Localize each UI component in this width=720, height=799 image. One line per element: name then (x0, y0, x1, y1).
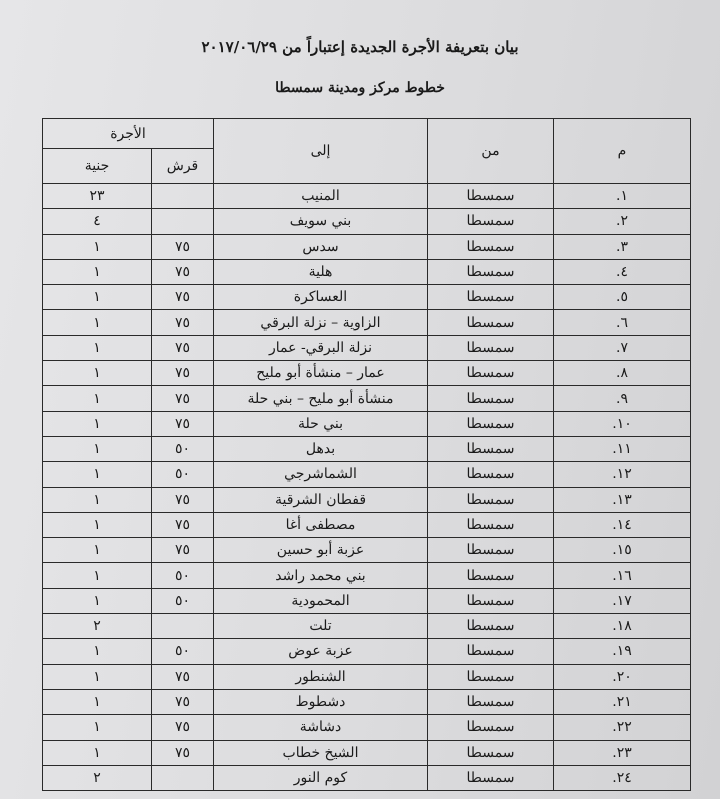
cell-pound: ١ (43, 715, 152, 740)
table-row (43, 765, 691, 790)
cell-pound: ١ (43, 538, 152, 563)
cell-from: سمسطا (428, 259, 554, 284)
cell-from: سمسطا (428, 614, 554, 639)
cell-pound: ١ (43, 335, 152, 360)
cell-from: سمسطا (428, 689, 554, 714)
cell-to: بني محمد راشد (214, 563, 428, 588)
cell-to: بني سويف (214, 209, 428, 234)
cell-to: العساكرة (214, 285, 428, 310)
cell-qirsh: ٧٥ (152, 285, 214, 310)
cell-to: نزلة البرقي- عمار (214, 335, 428, 360)
cell-num: ١٧. (554, 588, 691, 613)
cell-qirsh: ٥٠ (152, 462, 214, 487)
cell-from: سمسطا (428, 639, 554, 664)
cell-pound: ١ (43, 588, 152, 613)
table-row (43, 411, 691, 436)
cell-pound: ١ (43, 512, 152, 537)
cell-to: عزبة أبو حسين (214, 538, 428, 563)
cell-qirsh: ٧٥ (152, 715, 214, 740)
cell-qirsh: ٧٥ (152, 538, 214, 563)
cell-qirsh (152, 765, 214, 790)
cell-from: سمسطا (428, 209, 554, 234)
cell-num: ١١. (554, 436, 691, 461)
cell-num: ٣. (554, 234, 691, 259)
cell-to: كوم النور (214, 765, 428, 790)
cell-qirsh (152, 184, 214, 209)
cell-num: ٢٣. (554, 740, 691, 765)
table-row (43, 335, 691, 360)
cell-qirsh: ٧٥ (152, 335, 214, 360)
table-row (43, 563, 691, 588)
cell-num: ٤. (554, 259, 691, 284)
cell-qirsh (152, 209, 214, 234)
cell-num: ٢. (554, 209, 691, 234)
cell-num: ١. (554, 184, 691, 209)
cell-to: المحمودية (214, 588, 428, 613)
table-row (43, 639, 691, 664)
cell-from: سمسطا (428, 184, 554, 209)
cell-from: سمسطا (428, 512, 554, 537)
cell-qirsh: ٧٥ (152, 234, 214, 259)
cell-to: منشأة أبو مليح – بني حلة (214, 386, 428, 411)
cell-from: سمسطا (428, 664, 554, 689)
cell-from: سمسطا (428, 386, 554, 411)
cell-to: بني حلة (214, 411, 428, 436)
cell-num: ٢٠. (554, 664, 691, 689)
cell-num: ٥. (554, 285, 691, 310)
cell-from: سمسطا (428, 335, 554, 360)
cell-from: سمسطا (428, 563, 554, 588)
cell-qirsh: ٧٥ (152, 512, 214, 537)
cell-pound: ١ (43, 386, 152, 411)
table-row (43, 209, 691, 234)
cell-num: ١٣. (554, 487, 691, 512)
cell-num: ٢٤. (554, 765, 691, 790)
cell-to: سدس (214, 234, 428, 259)
cell-qirsh: ٧٥ (152, 259, 214, 284)
cell-num: ١٠. (554, 411, 691, 436)
table-row (43, 234, 691, 259)
cell-from: سمسطا (428, 310, 554, 335)
cell-from: سمسطا (428, 765, 554, 790)
cell-pound: ١ (43, 664, 152, 689)
cell-to: بدهل (214, 436, 428, 461)
cell-num: ١٩. (554, 639, 691, 664)
table-row (43, 664, 691, 689)
header-fare: الأجرة (43, 119, 214, 149)
header-from: من (428, 119, 554, 184)
header-pound: جنية (43, 149, 152, 184)
cell-qirsh: ٧٥ (152, 487, 214, 512)
cell-to: الزاوية – نزلة البرقي (214, 310, 428, 335)
table-row (43, 588, 691, 613)
table-row (43, 614, 691, 639)
cell-to: هلية (214, 259, 428, 284)
cell-qirsh: ٧٥ (152, 310, 214, 335)
cell-to: دشطوط (214, 689, 428, 714)
cell-to: دشاشة (214, 715, 428, 740)
cell-num: ٩. (554, 386, 691, 411)
fare-table (42, 118, 691, 791)
cell-qirsh (152, 614, 214, 639)
table-row (43, 538, 691, 563)
cell-from: سمسطا (428, 487, 554, 512)
cell-pound: ٢٣ (43, 184, 152, 209)
table-row (43, 689, 691, 714)
cell-qirsh: ٧٥ (152, 361, 214, 386)
cell-from: سمسطا (428, 361, 554, 386)
cell-pound: ١ (43, 361, 152, 386)
cell-qirsh: ٧٥ (152, 740, 214, 765)
document-subtitle: خطوط مركز ومدينة سمسطا (275, 80, 445, 96)
table-row (43, 310, 691, 335)
cell-to: مصطفى أغا (214, 512, 428, 537)
cell-pound: ٢ (43, 765, 152, 790)
cell-pound: ١ (43, 689, 152, 714)
cell-num: ١٥. (554, 538, 691, 563)
cell-pound: ١ (43, 436, 152, 461)
cell-from: سمسطا (428, 436, 554, 461)
cell-num: ١٢. (554, 462, 691, 487)
cell-from: سمسطا (428, 234, 554, 259)
table-row (43, 740, 691, 765)
cell-from: سمسطا (428, 740, 554, 765)
cell-qirsh: ٥٠ (152, 436, 214, 461)
cell-to: الشيخ خطاب (214, 740, 428, 765)
cell-pound: ١ (43, 411, 152, 436)
cell-num: ٢١. (554, 689, 691, 714)
cell-to: قفطان الشرقية (214, 487, 428, 512)
cell-to: الشماشرجي (214, 462, 428, 487)
table-row (43, 487, 691, 512)
cell-from: سمسطا (428, 715, 554, 740)
table-row (43, 512, 691, 537)
header-to: إلى (214, 119, 428, 184)
cell-num: ١٨. (554, 614, 691, 639)
cell-pound: ١ (43, 639, 152, 664)
cell-qirsh: ٥٠ (152, 563, 214, 588)
cell-pound: ١ (43, 234, 152, 259)
cell-qirsh: ٥٠ (152, 639, 214, 664)
cell-from: سمسطا (428, 462, 554, 487)
cell-pound: ١ (43, 487, 152, 512)
table-row (43, 361, 691, 386)
cell-num: ٢٢. (554, 715, 691, 740)
cell-num: ١٦. (554, 563, 691, 588)
table-row (43, 386, 691, 411)
cell-qirsh: ٧٥ (152, 664, 214, 689)
cell-pound: ١ (43, 462, 152, 487)
cell-from: سمسطا (428, 588, 554, 613)
cell-pound: ١ (43, 285, 152, 310)
cell-qirsh: ٧٥ (152, 411, 214, 436)
cell-pound: ١ (43, 259, 152, 284)
cell-pound: ١ (43, 310, 152, 335)
cell-from: سمسطا (428, 538, 554, 563)
cell-num: ١٤. (554, 512, 691, 537)
cell-to: عمار – منشأة أبو مليح (214, 361, 428, 386)
cell-to: تلت (214, 614, 428, 639)
table-row (43, 184, 691, 209)
cell-from: سمسطا (428, 285, 554, 310)
cell-pound: ٢ (43, 614, 152, 639)
header-qirsh: قرش (152, 149, 214, 184)
table-row (43, 715, 691, 740)
cell-to: عزبة عوض (214, 639, 428, 664)
cell-qirsh: ٧٥ (152, 689, 214, 714)
cell-num: ٦. (554, 310, 691, 335)
table-row (43, 259, 691, 284)
cell-qirsh: ٥٠ (152, 588, 214, 613)
cell-num: ٨. (554, 361, 691, 386)
fare-table-body (43, 184, 691, 791)
cell-pound: ١ (43, 740, 152, 765)
document-title: بيان بتعريفة الأجرة الجديدة إعتباراً من ٢٠١٧/٠٦/٢٩ (201, 38, 519, 56)
cell-pound: ٤ (43, 209, 152, 234)
table-row (43, 285, 691, 310)
cell-from: سمسطا (428, 411, 554, 436)
table-row (43, 436, 691, 461)
header-num: م (554, 119, 691, 184)
table-row (43, 462, 691, 487)
cell-to: المنيب (214, 184, 428, 209)
cell-to: الشنطور (214, 664, 428, 689)
cell-pound: ١ (43, 563, 152, 588)
cell-qirsh: ٧٥ (152, 386, 214, 411)
cell-num: ٧. (554, 335, 691, 360)
